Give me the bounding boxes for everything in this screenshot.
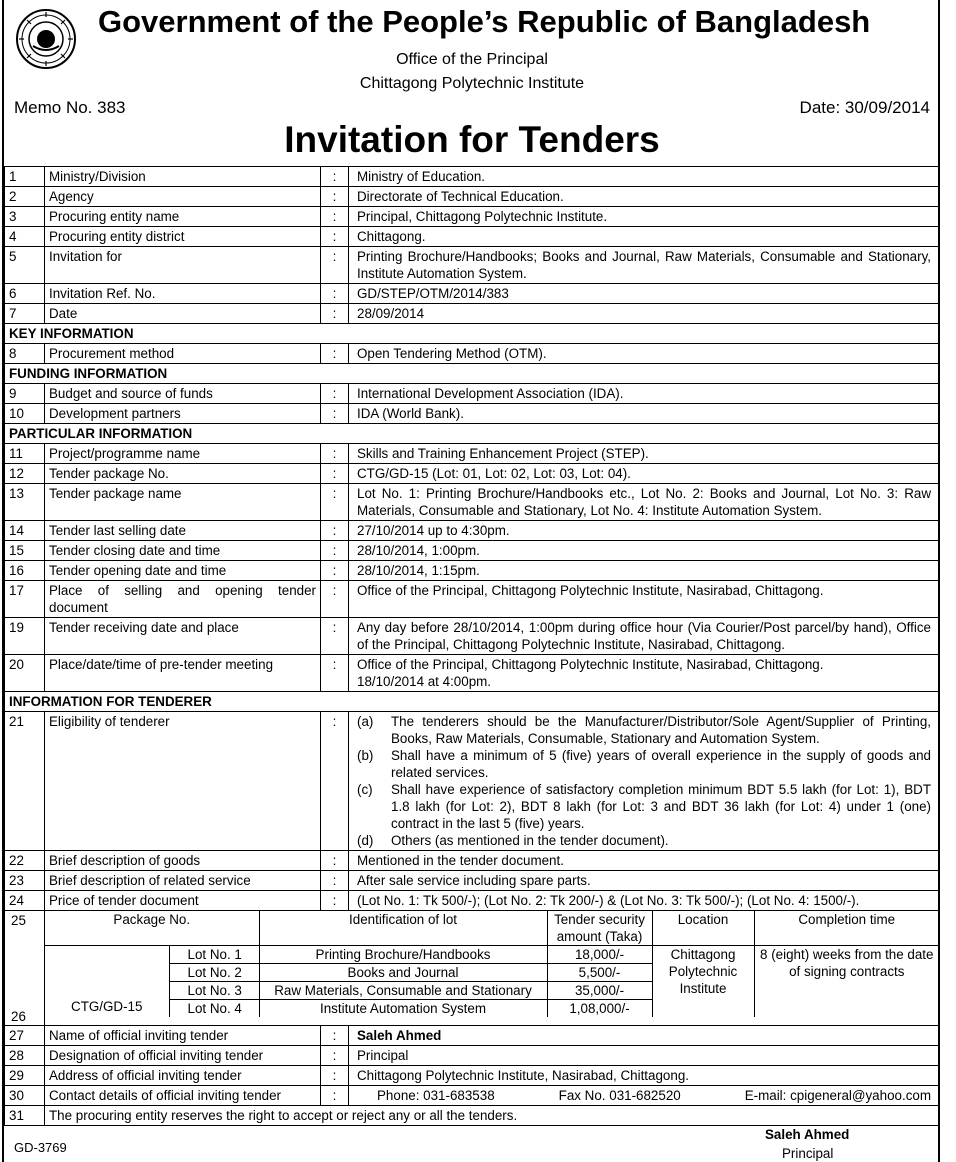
table-row <box>5 618 940 655</box>
row-colon: : <box>321 304 349 324</box>
row-label: Tender receiving date and place <box>45 618 321 655</box>
row-colon: : <box>321 581 349 618</box>
row-number: 20 <box>5 655 45 692</box>
row-label: Contact details of official inviting tender <box>45 1086 321 1106</box>
institute-line: Chittagong Polytechnic Institute <box>359 75 585 92</box>
row-label: Brief description of goods <box>45 851 321 871</box>
row-value: Any day before 28/10/2014, 1:00pm during office hour (Via Courier/Post parcel/by hand), Office of the Principal, Chittagong Polytechnic Institute, Nasirabad, Chittagong. <box>349 618 940 655</box>
eligibility-list <box>349 712 940 851</box>
row-label: Tender opening date and time <box>45 561 321 581</box>
header-identification: Identification of lot <box>259 911 547 946</box>
row-colon: : <box>321 1026 349 1046</box>
lot-location: Chittagong Polytechnic Institute <box>652 946 754 1018</box>
row-label: Eligibility of tenderer <box>45 712 321 851</box>
row-label: Agency <box>45 187 321 207</box>
header-package-no: Package No. <box>45 911 259 946</box>
row-label: Project/programme name <box>45 444 321 464</box>
row-value: Skills and Training Enhancement Project (STEP). <box>349 444 940 464</box>
row-label: Budget and source of funds <box>45 384 321 404</box>
contact-email: E-mail: cpigeneral@yahoo.com <box>744 1088 931 1103</box>
row-value: Saleh Ahmed <box>349 1026 940 1046</box>
lot-number: Lot No. 1 <box>169 946 259 964</box>
contact-phone: Phone: 031-683538 <box>377 1088 495 1103</box>
lot-name: Raw Materials, Consumable and Stationary <box>259 982 547 1000</box>
row-number: 13 <box>5 484 45 521</box>
table-row <box>5 444 940 464</box>
row-number: 3 <box>5 207 45 227</box>
lot-name: Printing Brochure/Handbooks <box>259 946 547 964</box>
row-colon: : <box>321 444 349 464</box>
row-colon: : <box>321 521 349 541</box>
row-number: 23 <box>5 871 45 891</box>
row-value: CTG/GD-15 (Lot: 01, Lot: 02, Lot: 03, Lot: 04). <box>349 464 940 484</box>
table-row <box>5 404 940 424</box>
row-number: 22 <box>5 851 45 871</box>
signer-designation: Principal <box>782 1146 834 1161</box>
row-label: Price of tender document <box>45 891 321 911</box>
row-label: Development partners <box>45 404 321 424</box>
lot-security: 5,500/- <box>547 964 652 982</box>
row-value-line2: 18/10/2014 at 4:00pm. <box>357 674 492 689</box>
row-value: 27/10/2014 up to 4:30pm. <box>349 521 940 541</box>
row-value: Principal, Chittagong Polytechnic Institute. <box>349 207 940 227</box>
row-value: Lot No. 1: Printing Brochure/Handbooks etc., Lot No. 2: Books and Journal, Lot No. 3: Raw Materials, Consumable and Stationary, Lot No. 4: Institute Automation System. <box>349 484 940 521</box>
row-colon: : <box>321 891 349 911</box>
row-colon: : <box>321 1086 349 1106</box>
row-colon: : <box>321 404 349 424</box>
lot-number: Lot No. 3 <box>169 982 259 1000</box>
table-row <box>5 247 940 284</box>
signer-name: Saleh Ahmed <box>765 1127 850 1142</box>
row-colon: : <box>321 207 349 227</box>
row-colon: : <box>321 284 349 304</box>
row-value: Open Tendering Method (OTM). <box>349 344 940 364</box>
table-row <box>5 1026 940 1046</box>
row-number: 14 <box>5 521 45 541</box>
lot-security: 35,000/- <box>547 982 652 1000</box>
row-label: Place/date/time of pre-tender meeting <box>45 655 321 692</box>
page-title: Invitation for Tenders <box>284 119 660 160</box>
lot-number: Lot No. 2 <box>169 964 259 982</box>
row-label: Date <box>45 304 321 324</box>
eligibility-item: (b) Shall have a minimum of 5 (five) years of overall experience in the supply of goods and related services. <box>357 748 931 780</box>
row-value: GD/STEP/OTM/2014/383 <box>349 284 940 304</box>
memo-date: Date: 30/09/2014 <box>799 98 930 117</box>
header-location: Location <box>652 911 754 946</box>
table-row <box>5 304 940 324</box>
table-row <box>5 464 940 484</box>
table-row <box>5 581 940 618</box>
lot-security: 1,08,000/- <box>547 1000 652 1018</box>
eligibility-item: (d) Others (as mentioned in the tender document). <box>357 833 669 848</box>
table-row <box>5 284 940 304</box>
table-row <box>5 541 940 561</box>
row-number: 30 <box>5 1086 45 1106</box>
row-label: Procuring entity name <box>45 207 321 227</box>
row-value: Principal <box>349 1046 940 1066</box>
row-number: 2 <box>5 187 45 207</box>
lot-name: Books and Journal <box>259 964 547 982</box>
row-colon: : <box>321 384 349 404</box>
row-label: Address of official inviting tender <box>45 1066 321 1086</box>
row-value: After sale service including spare parts. <box>349 871 940 891</box>
row-colon: : <box>321 618 349 655</box>
row-colon: : <box>321 561 349 581</box>
package-cell <box>45 911 940 1026</box>
government-title: Government of the People’s Republic of Bangladesh <box>98 4 871 39</box>
row-label: Name of official inviting tender <box>45 1026 321 1046</box>
table-row <box>5 187 940 207</box>
row-value: Printing Brochure/Handbooks; Books and Journal, Raw Materials, Consumable and Stationary, Institute Automation System. <box>349 247 940 284</box>
row-colon: : <box>321 484 349 521</box>
table-row <box>5 712 940 851</box>
row-label: Procuring entity district <box>45 227 321 247</box>
row-number: 21 <box>5 712 45 851</box>
row-label: Procurement method <box>45 344 321 364</box>
row-number: 1 <box>5 167 45 187</box>
row-number: 10 <box>5 404 45 424</box>
row-label: Invitation Ref. No. <box>45 284 321 304</box>
row-colon: : <box>321 227 349 247</box>
package-table <box>45 911 939 1017</box>
row-value: Ministry of Education. <box>349 167 940 187</box>
row-colon: : <box>321 1066 349 1086</box>
row-label: Tender closing date and time <box>45 541 321 561</box>
row-label: Place of selling and opening tender document <box>45 581 321 618</box>
table-row <box>5 1046 940 1066</box>
gd-number: GD-3769 <box>14 1140 67 1155</box>
row-label: Invitation for <box>45 247 321 284</box>
row-number: 4 <box>5 227 45 247</box>
table-row <box>5 871 940 891</box>
row-number: 9 <box>5 384 45 404</box>
row-value: 28/09/2014 <box>349 304 940 324</box>
eligibility-item: (c) Shall have experience of satisfactory completion minimum BDT 5.5 lakh (for Lot: 1), BDT 1.8 lakh (for Lot: 2), BDT 8 lakh (for Lot: 3 and BDT 36 lakh (for Lot: 4) under 1 (one) contract in the last 5 (five) years. <box>357 782 931 831</box>
lot-name: Institute Automation System <box>259 1000 547 1018</box>
lot-number: Lot No. 4 <box>169 1000 259 1018</box>
row-text: The procuring entity reserves the right to accept or reject any or all the tenders. <box>45 1106 940 1126</box>
row-value: Office of the Principal, Chittagong Polytechnic Institute, Nasirabad, Chittagong. 18/10/2014 at 4:00pm. <box>349 655 940 692</box>
header-security: Tender security amount (Taka) <box>547 911 652 946</box>
office-line: Office of the Principal <box>396 51 548 68</box>
table-row <box>5 561 940 581</box>
package-number: CTG/GD-15 <box>45 946 169 1018</box>
tender-table <box>4 166 940 1126</box>
table-row <box>5 851 940 871</box>
row-value: IDA (World Bank). <box>349 404 940 424</box>
row-colon: : <box>321 464 349 484</box>
contact-fax: Fax No. 031-682520 <box>558 1088 681 1103</box>
table-row <box>5 1066 940 1086</box>
row-number: 19 <box>5 618 45 655</box>
row-number: 15 <box>5 541 45 561</box>
row-number: 7 <box>5 304 45 324</box>
row-value: Office of the Principal, Chittagong Polytechnic Institute, Nasirabad, Chittagong. <box>349 581 940 618</box>
table-row <box>5 344 940 364</box>
row-colon: : <box>321 344 349 364</box>
section-particular-information: PARTICULAR INFORMATION <box>5 424 940 444</box>
row-label: Tender last selling date <box>45 521 321 541</box>
package-table-row <box>5 911 940 1026</box>
row-colon: : <box>321 541 349 561</box>
row-value: 28/10/2014, 1:00pm. <box>349 541 940 561</box>
row-label: Ministry/Division <box>45 167 321 187</box>
table-row <box>5 1106 940 1126</box>
table-row <box>5 521 940 541</box>
row-number: 27 <box>5 1026 45 1046</box>
table-row <box>5 227 940 247</box>
row-value: Chittagong Polytechnic Institute, Nasirabad, Chittagong. <box>349 1066 940 1086</box>
row-colon: : <box>321 187 349 207</box>
row-value: Directorate of Technical Education. <box>349 187 940 207</box>
row-number: 31 <box>5 1106 45 1126</box>
row-number: 25 26 <box>5 911 45 1026</box>
row-value: (Lot No. 1: Tk 500/-); (Lot No. 2: Tk 200/-) & (Lot No. 3: Tk 500/-); (Lot No. 4: 1500/-). <box>349 891 940 911</box>
table-row <box>5 655 940 692</box>
row-colon: : <box>321 851 349 871</box>
section-information-for-tenderer: INFORMATION FOR TENDERER <box>5 692 940 712</box>
row-colon: : <box>321 655 349 692</box>
contact-row <box>5 1086 940 1106</box>
row-number: 8 <box>5 344 45 364</box>
row-number: 11 <box>5 444 45 464</box>
row-value: Mentioned in the tender document. <box>349 851 940 871</box>
row-number: 16 <box>5 561 45 581</box>
row-value: 28/10/2014, 1:15pm. <box>349 561 940 581</box>
table-row <box>5 484 940 521</box>
lot-completion: 8 (eight) weeks from the date of signing contracts <box>754 946 939 1018</box>
row-label: Tender package name <box>45 484 321 521</box>
section-key-information: KEY INFORMATION <box>5 324 940 344</box>
row-colon: : <box>321 712 349 851</box>
table-row <box>5 891 940 911</box>
row-number: 29 <box>5 1066 45 1086</box>
row-number: 6 <box>5 284 45 304</box>
row-label: Brief description of related service <box>45 871 321 891</box>
row-colon: : <box>321 871 349 891</box>
row-number: 5 <box>5 247 45 284</box>
eligibility-item: (a) The tenderers should be the Manufacturer/Distributor/Sole Agent/Supplier of Printing, Books, Raw Materials, Consumable, Stationary and Automation System. <box>357 714 931 746</box>
row-colon: : <box>321 167 349 187</box>
table-row <box>5 207 940 227</box>
row-number: 12 <box>5 464 45 484</box>
row-number: 24 <box>5 891 45 911</box>
table-row <box>5 384 940 404</box>
contact-details <box>349 1086 940 1106</box>
row-value: International Development Association (IDA). <box>349 384 940 404</box>
row-label: Tender package No. <box>45 464 321 484</box>
row-value: Chittagong. <box>349 227 940 247</box>
section-funding-information: FUNDING INFORMATION <box>5 364 940 384</box>
row-number: 28 <box>5 1046 45 1066</box>
row-colon: : <box>321 247 349 284</box>
lot-security: 18,000/- <box>547 946 652 964</box>
row-label: Designation of official inviting tender <box>45 1046 321 1066</box>
header-completion: Completion time <box>754 911 939 946</box>
row-number: 17 <box>5 581 45 618</box>
memo-number: Memo No. 383 <box>14 98 126 117</box>
table-row <box>5 167 940 187</box>
row-colon: : <box>321 1046 349 1066</box>
